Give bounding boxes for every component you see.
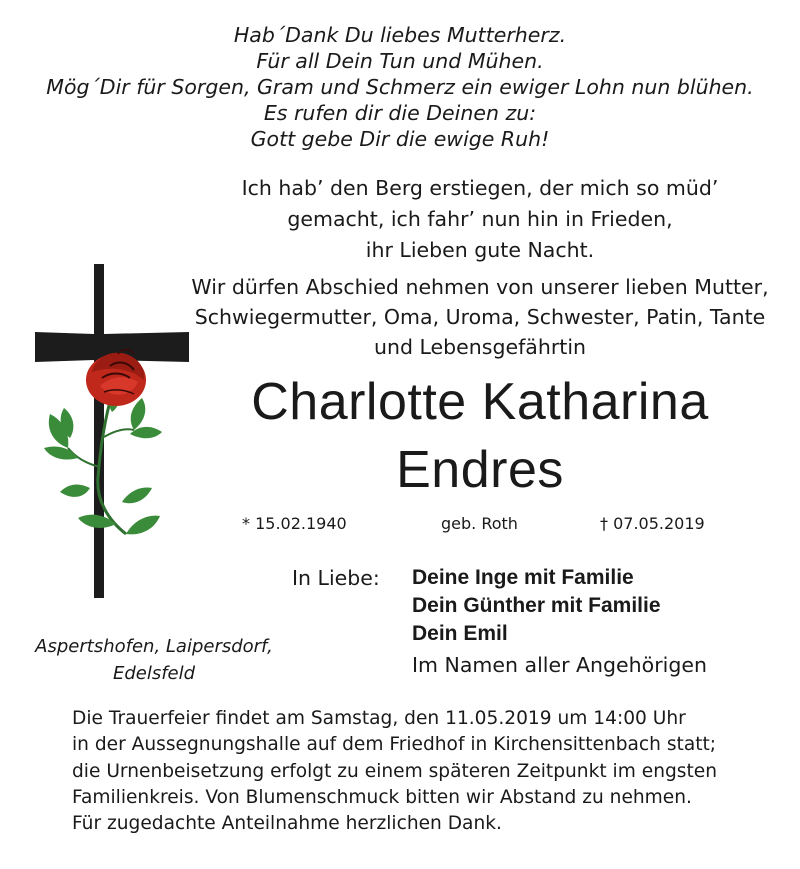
place-line: Edelsfeld xyxy=(112,663,196,684)
poem-line: Hab´Dank Du liebes Mutterherz. xyxy=(233,23,567,47)
notice-line: die Urnenbeisetzung erfolgt zu einem späteren Zeitpunkt im engsten xyxy=(72,760,717,782)
poem-line: ihr Lieben gute Nacht. xyxy=(365,238,595,262)
funeral-notice xyxy=(72,706,762,837)
maiden-name: geb. Roth xyxy=(441,514,518,533)
deceased-name xyxy=(180,368,780,504)
mourners-closing: Im Namen aller Angehörigen xyxy=(412,653,707,677)
place-line: Aspertshofen, Laipersdorf, xyxy=(35,636,273,657)
birth-date: * 15.02.1940 xyxy=(242,514,347,533)
second-poem xyxy=(180,173,780,266)
poem-line: Ich hab’ den Berg erstiegen, der mich so müd’ xyxy=(241,176,719,200)
poem-line: gemacht, ich fahr’ nun hin in Frieden, xyxy=(287,207,673,231)
farewell-intro xyxy=(180,272,780,362)
mourner-name: Deine Inge mit Familie xyxy=(412,566,634,589)
mourners-label: In Liebe: xyxy=(292,566,380,590)
notice-line: in der Aussegnungshalle auf dem Friedhof in Kirchensittenbach statt; xyxy=(72,734,717,756)
opening-poem xyxy=(0,22,800,152)
deceased-surname: Endres xyxy=(396,441,564,499)
intro-line: Schwiegermutter, Oma, Uroma, Schwester, Patin, Tante xyxy=(194,305,766,329)
notice-line: Für zugedachte Anteilnahme herzlichen Dank. xyxy=(72,813,502,835)
poem-line: Mög´Dir für Sorgen, Gram und Schmerz ein ewiger Lohn nun blühen. xyxy=(46,75,754,99)
death-date: † 07.05.2019 xyxy=(600,514,705,533)
intro-line: und Lebensgefährtin xyxy=(373,335,587,359)
mourner-name: Dein Günther mit Familie xyxy=(412,594,661,617)
mourner-name: Dein Emil xyxy=(412,622,508,645)
intro-line: Wir dürfen Abschied nehmen von unserer lieben Mutter, xyxy=(191,275,769,299)
poem-line: Gott gebe Dir die ewige Ruh! xyxy=(250,127,550,151)
notice-line: Familienkreis. Von Blumenschmuck bitten wir Abstand zu nehmen. xyxy=(72,786,692,808)
mourners-list xyxy=(412,564,661,648)
places xyxy=(14,633,294,687)
poem-line: Es rufen dir die Deinen zu: xyxy=(263,101,537,125)
notice-line: Die Trauerfeier findet am Samstag, den 11.05.2019 um 14:00 Uhr xyxy=(72,708,686,729)
poem-line: Für all Dein Tun und Mühen. xyxy=(256,49,544,73)
deceased-first-names: Charlotte Katharina xyxy=(251,373,709,431)
cross-with-rose-icon xyxy=(30,262,200,607)
